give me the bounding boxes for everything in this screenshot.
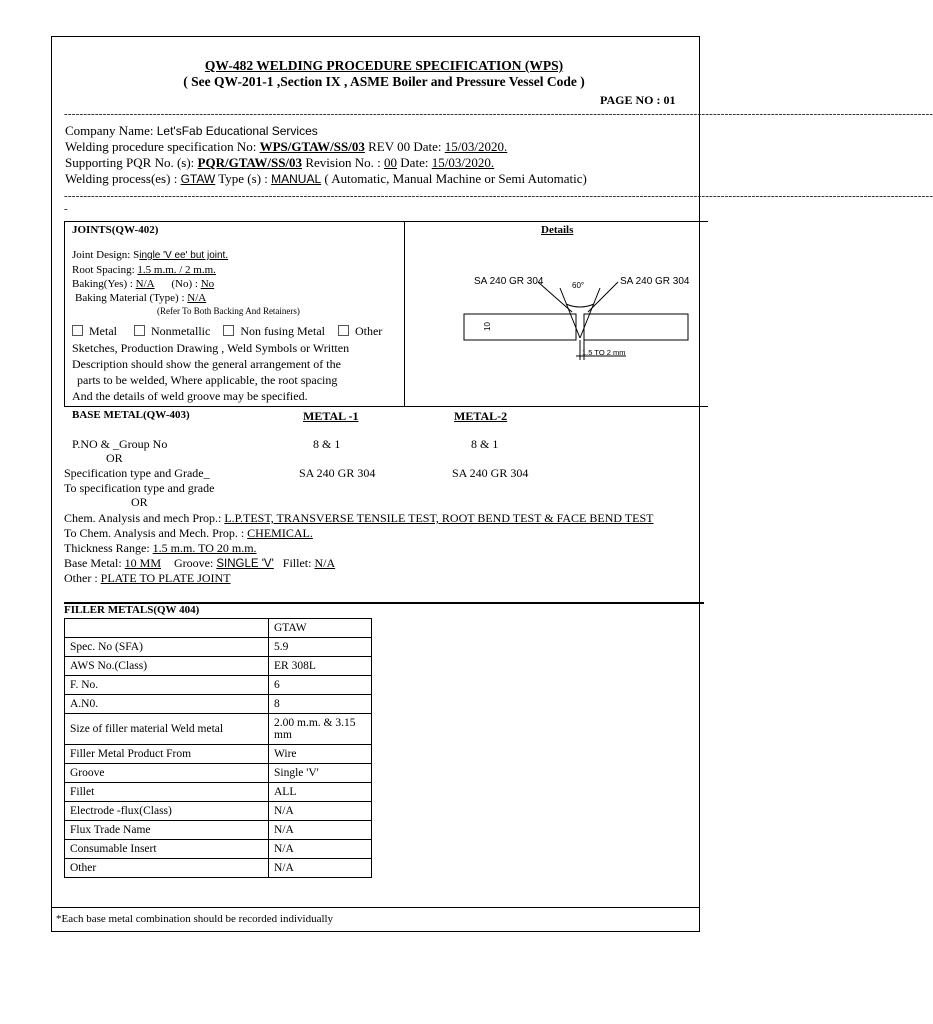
baking-no-value: No [200,278,215,290]
angle-arc [566,304,594,307]
base-metal-label: Base Metal: [64,556,122,570]
footer-rule [51,907,700,908]
to-chem-label: To Chem. Analysis and Mech. Prop. : [64,526,245,540]
right-plate [584,314,688,340]
filler-row-label: A.N0. [65,695,269,714]
filler-table-body [65,619,372,878]
chem-label: Chem. Analysis and mech Prop.: [64,511,222,525]
spec-label: Specification type and Grade_ [64,466,210,480]
baking-material-value: N/A [187,292,207,304]
filler-table-row [65,745,372,764]
filler-row-label: Other [65,859,269,878]
root-spacing-row [72,264,216,276]
filler-row-value: 2.00 m.m. & 3.15 mm [269,714,372,745]
or-1: OR [106,451,123,465]
checkbox-nonmetallic[interactable] [134,325,145,336]
joints-left-rule [64,221,65,407]
pqr-rev-value: 00 [384,155,398,170]
sketch-gap: 1.5 TO 2 mm [582,348,626,357]
process-value: GTAW [180,172,216,186]
baking-yes-value: N/A [135,278,155,290]
fillet-value: N/A [314,556,336,570]
type-note: ( Automatic, Manual Machine or Semi Automatic) [324,171,587,186]
sketch-left-label: SA 240 GR 304 [474,276,544,287]
thickness-value: 1.5 m.m. TO 20 m.m. [152,541,257,555]
company-name-row [65,123,318,139]
document-subtitle: ( See QW-201-1 ,Section IX , ASME Boiler and Pressure Vessel Code ) [183,74,585,89]
joint-design-value: ingle 'V ee' but joint. [139,250,229,261]
other-label: Other : [64,571,98,585]
sketch-text-4: And the details of weld groove may be specified. [72,389,308,403]
joint-design-label: Joint Design: S [72,249,140,261]
filler-row-value: N/A [269,859,372,878]
filler-table-row [65,840,372,859]
filler-row-value: Wire [269,745,372,764]
filler-table-row [65,821,372,840]
pqr-date: 15/03/2020. [431,155,495,170]
backing-checkboxes [72,324,382,339]
baking-yes-label: Baking(Yes) : [72,278,133,290]
to-chem-value: CHEMICAL. [247,526,313,540]
pqr-rev-label: Revision No. : [305,155,381,170]
sketch-text-3: parts to be welded, Where applicable, the root spacing [77,373,338,387]
filler-table-row [65,619,372,638]
wps-date: 15/03/2020. [444,139,508,154]
base-metal-value: 10 MM [124,556,161,570]
type-label: Type (s) : [218,171,268,186]
type-value: MANUAL [271,172,322,186]
spec-metal1: SA 240 GR 304 [299,466,376,480]
filler-row-label: Electrode -flux(Class) [65,802,269,821]
wps-number-value: WPS/GTAW/SS/03 [259,139,365,154]
filler-metals-table [64,618,372,878]
filler-row-value: 6 [269,676,372,695]
sketch-text-1: Sketches, Production Drawing , Weld Symbols or Written [72,341,350,355]
left-plate [464,314,576,340]
groove-right-edge [580,288,600,338]
filler-row-value: ALL [269,783,372,802]
filler-table-row [65,657,372,676]
thickness-label: Thickness Range: [64,541,150,555]
thickness-row [64,541,257,556]
root-spacing-label: Root Spacing: [72,264,135,276]
other-row [64,571,231,586]
baking-material-row [75,292,206,304]
filler-table-row [65,638,372,657]
filler-row-value: 8 [269,695,372,714]
to-spec-label: To specification type and grade [64,481,215,495]
pqr-row [65,155,494,171]
base-metal-row [64,556,335,571]
checkbox-non-fusing-label: Non fusing Metal [240,324,325,338]
joint-design-row [72,249,228,261]
or-2: OR [131,495,148,509]
pno-metal1: 8 & 1 [313,437,341,451]
process-label: Welding process(es) : [65,171,178,186]
filler-row-label: AWS No.(Class) [65,657,269,676]
pqr-date-label: Date: [400,155,429,170]
filler-table-row [65,802,372,821]
sketch-thickness: 10 [483,322,492,331]
filler-row-value: N/A [269,802,372,821]
filler-row-value: N/A [269,821,372,840]
checkbox-metal-label: Metal [89,324,117,338]
page-number: PAGE NO : 01 [600,93,676,107]
filler-row-value: GTAW [269,619,372,638]
filler-row-label: Groove [65,764,269,783]
document-title: QW-482 WELDING PROCEDURE SPECIFICATION (WPS) [204,58,564,73]
pno-label: P.NO & _Group No [72,437,168,451]
metal2-heading: METAL-2 [454,409,508,423]
baking-no-label: (No) : [171,278,198,290]
sketch-angle: 60° [572,281,585,290]
groove-value: SINGLE 'V' [216,558,274,570]
chem-value: L.P.TEST, TRANSVERSE TENSILE TEST, ROOT BEND TEST & FACE BEND TEST [224,511,654,525]
filler-row-value: N/A [269,840,372,859]
company-name-value: Let'sFab Educational Services [156,124,318,138]
other-value: PLATE TO PLATE JOINT [100,571,231,585]
groove-left-edge [560,288,580,338]
pqr-label: Supporting PQR No. (s): [65,155,195,170]
checkbox-other[interactable] [338,325,349,336]
checkbox-nonmetallic-label: Nonmetallic [151,324,211,338]
filler-heading: FILLER METALS(QW 404) [64,604,200,616]
wps-rev-label: REV 00 Date: [368,139,442,154]
filler-row-value: ER 308L [269,657,372,676]
process-row [65,171,587,187]
filler-row-label: Consumable Insert [65,840,269,859]
fillet-label: Fillet: [282,556,312,570]
details-heading: Details [541,224,574,236]
sketch-right-label: SA 240 GR 304 [620,276,690,287]
filler-row-label [65,619,269,638]
baking-material-label: Baking Material (Type) : [75,292,185,304]
groove-label: Groove: [174,556,214,570]
base-metal-heading: BASE METAL(QW-403) [72,409,190,421]
filler-row-value: 5.9 [269,638,372,657]
weld-joint-drawing [464,282,688,360]
filler-table-row [65,859,372,878]
filler-row-label: Flux Trade Name [65,821,269,840]
sketch-text-2: Description should show the general arrangement of the [72,357,341,371]
filler-row-label: Size of filler material Weld metal [65,714,269,745]
pqr-value: PQR/GTAW/SS/03 [197,155,303,170]
separator-line: --------------------------------------------------------------------------------------------------------------------------------------------------------------------------------------------------------------------------------- [64,108,933,120]
filler-row-value: Single 'V' [269,764,372,783]
joints-bottom-rule [64,406,708,407]
joints-heading: JOINTS(QW-402) [72,224,159,236]
filler-table-row [65,714,372,745]
filler-table-row [65,764,372,783]
baking-row [72,278,214,290]
weld-joint-sketch [460,268,690,368]
filler-row-label: F. No. [65,676,269,695]
filler-table-row [65,783,372,802]
chem-row [64,511,653,526]
filler-row-label: Fillet [65,783,269,802]
separator-line-2: --------------------------------------------------------------------------------------------------------------------------------------------------------------------------------------------------------------------------------- [64,190,933,202]
spec-metal2: SA 240 GR 304 [452,466,529,480]
root-spacing-value: 1.5 m.m. / 2 m.m. [137,264,216,276]
wps-number-row [65,139,507,155]
wps-number-label: Welding procedure specification No: [65,139,257,154]
pno-metal2: 8 & 1 [471,437,499,451]
to-chem-row [64,526,313,541]
filler-row-label: Filler Metal Product From [65,745,269,764]
baking-note: (Refer To Both Backing And Retainers) [157,306,300,316]
joints-top-rule [64,221,708,222]
right-leader [588,282,618,312]
checkbox-metal[interactable] [72,325,83,336]
joints-mid-rule [404,221,405,407]
checkbox-other-label: Other [354,324,383,338]
checkbox-non-fusing-metal[interactable] [223,325,234,336]
metal1-heading: METAL -1 [303,409,359,423]
company-name-label: Company Name: [65,123,154,138]
filler-table-row [65,676,372,695]
separator-tail: - [64,203,68,215]
footer-note: *Each base metal combination should be recorded individually [56,913,334,925]
filler-row-label: Spec. No (SFA) [65,638,269,657]
filler-table-row [65,695,372,714]
